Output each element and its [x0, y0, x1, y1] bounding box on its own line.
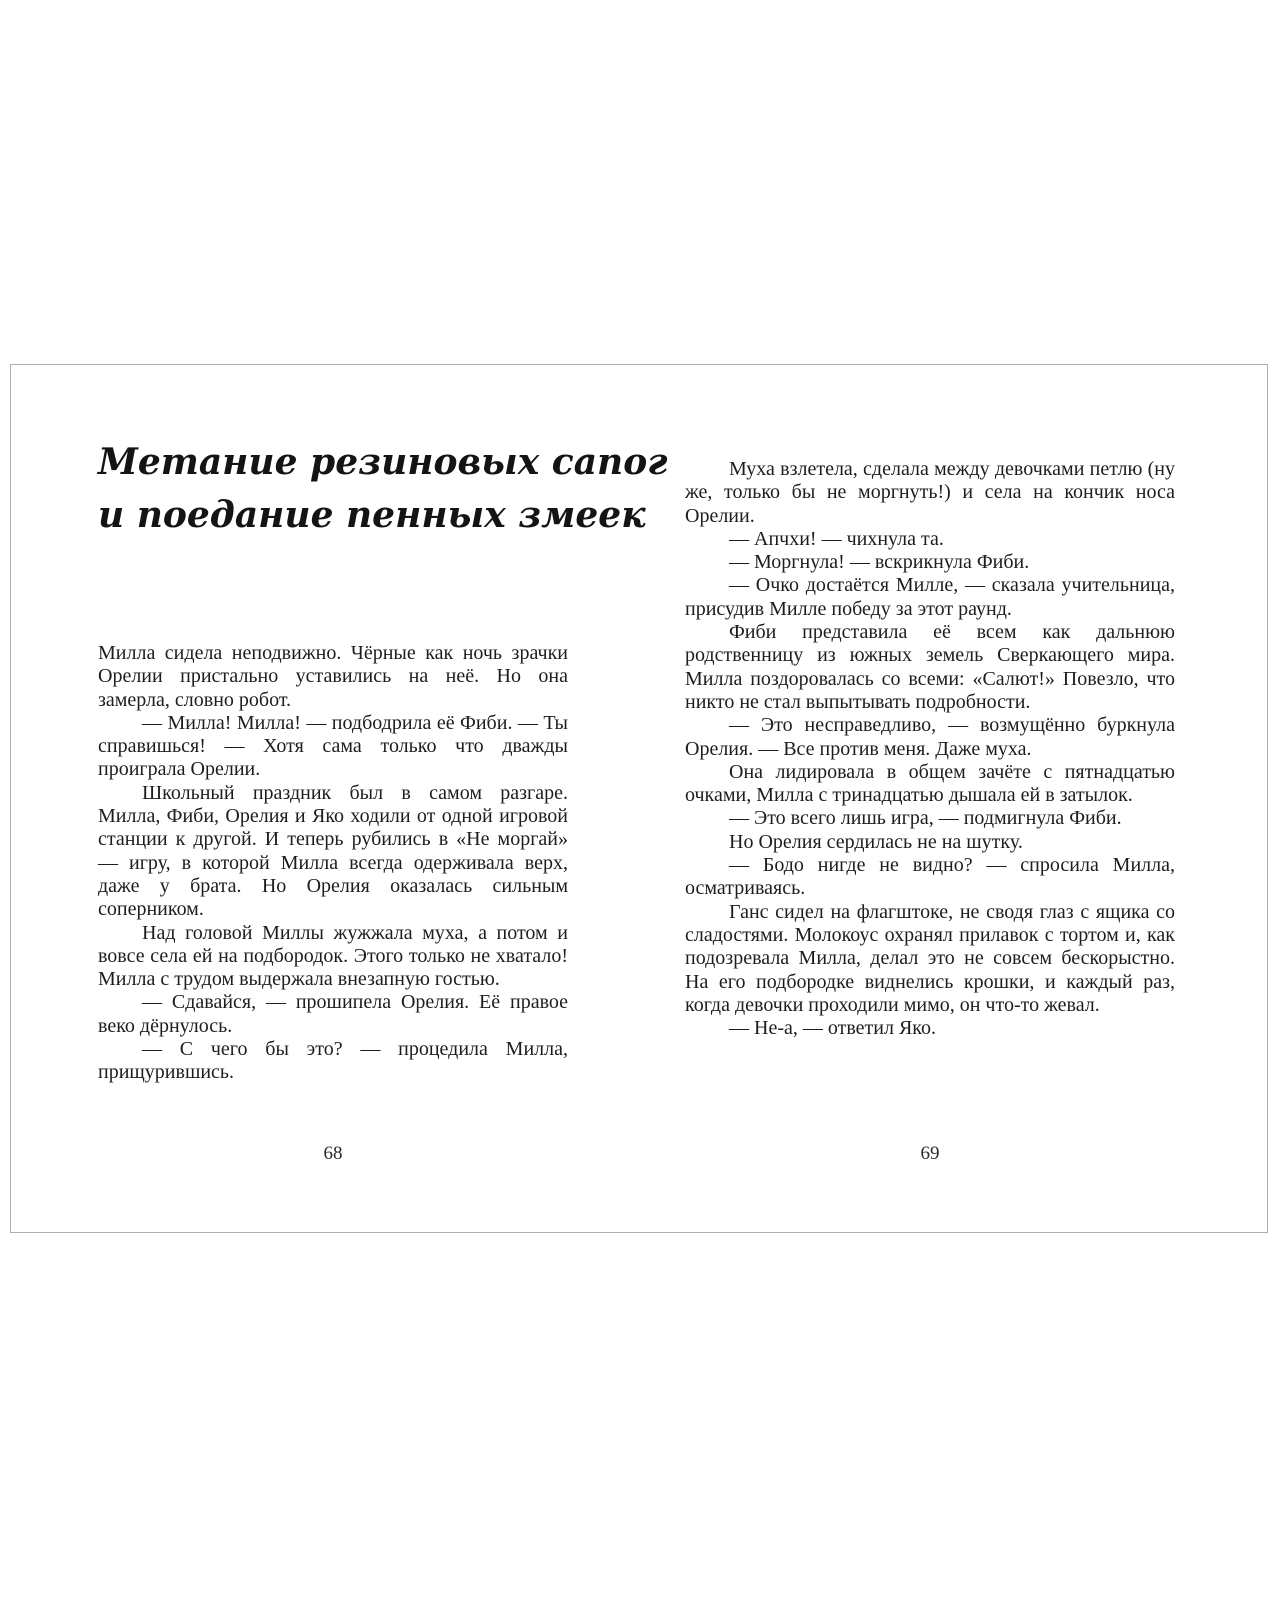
paragraph: — С чего бы это? — процедила Милла, прищурившись.	[98, 1038, 568, 1084]
paragraph: Фиби представила её всем как дальнюю родственницу из южных земель Сверкающего мира. Милла поздоровалась со всеми: «Салют!» Повезло, что никто не стал выпытывать подробности.	[685, 621, 1175, 713]
right-page-number: 69	[920, 1143, 940, 1164]
paragraph: — Бодо нигде не видно? — спросила Милла, осматриваясь.	[685, 854, 1175, 900]
left-page-number: 68	[323, 1143, 343, 1164]
chapter-title-line-1: Метание резиновых сапог	[98, 441, 668, 483]
paragraph: — Милла! Милла! — подбодрила её Фиби. — Ты справишься! — Хотя сама только что дважды проиграла Орелии.	[98, 711, 568, 781]
paragraph: — Моргнула! — вскрикнула Фиби.	[729, 551, 1030, 574]
paragraph: Над головой Миллы жужжала муха, а потом и вовсе села ей на подбородок. Этого только не хватало! Милла с трудом выдержала внезапную гостью.	[98, 921, 568, 991]
paragraph: Она лидировала в общем зачёте с пятнадцатью очками, Милла с тринадцатью дышала ей в затылок.	[685, 760, 1175, 807]
paragraph: Милла сидела неподвижно. Чёрные как ночь зрачки Орелии пристально уставились на неё. Но она замерла, словно робот.	[98, 642, 568, 711]
left-page	[10, 364, 668, 1233]
paragraph: — Не-а, — ответил Яко.	[729, 1017, 937, 1040]
chapter-title-line-2: и поедание пенных змеек	[98, 494, 646, 536]
paragraph: Но Орелия сердилась не на шутку.	[729, 830, 1023, 853]
paragraph: — Сдавайся, — прошипела Орелия. Её правое веко дёрнулось.	[98, 991, 568, 1037]
chapter-title	[98, 436, 668, 542]
paragraph: — Очко достаётся Милле, — сказала учительница, присудив Милле победу за этот раунд.	[685, 574, 1175, 620]
paragraph: Ганс сидел на флагштоке, не сводя глаз с ящика со сладостями. Молокоус охранял прилавок с тортом и, как подозревала Милла, делал это не совсем бескорыстно. На его подбородке виднелись крошки, и каждый раз, когда девочки проходили мимо, он что-то жевал.	[685, 900, 1175, 1016]
paragraph: — Апчхи! — чихнула та.	[729, 527, 944, 550]
paragraph: Школьный праздник был в самом разгаре. Милла, Фиби, Орелия и Яко ходили от одной игровой станции к другой. И теперь рубились в «Не моргай» — игру, в которой Милла всегда одерживала верх, даже у брата. Но Орелия оказалась сильным соперником.	[98, 781, 568, 921]
right-page	[639, 364, 1268, 1233]
paragraph: — Это несправедливо, — возмущённо буркнула Орелия. — Все против меня. Даже муха.	[685, 714, 1175, 760]
right-page-text	[685, 458, 1175, 1040]
paragraph: Муха взлетела, сделала между девочками петлю (ну же, только бы не моргнуть!) и села на кончик носа Орелии.	[685, 458, 1175, 527]
paragraph: — Это всего лишь игра, — подмигнула Фиби.	[729, 807, 1122, 830]
left-page-text	[98, 642, 568, 1085]
